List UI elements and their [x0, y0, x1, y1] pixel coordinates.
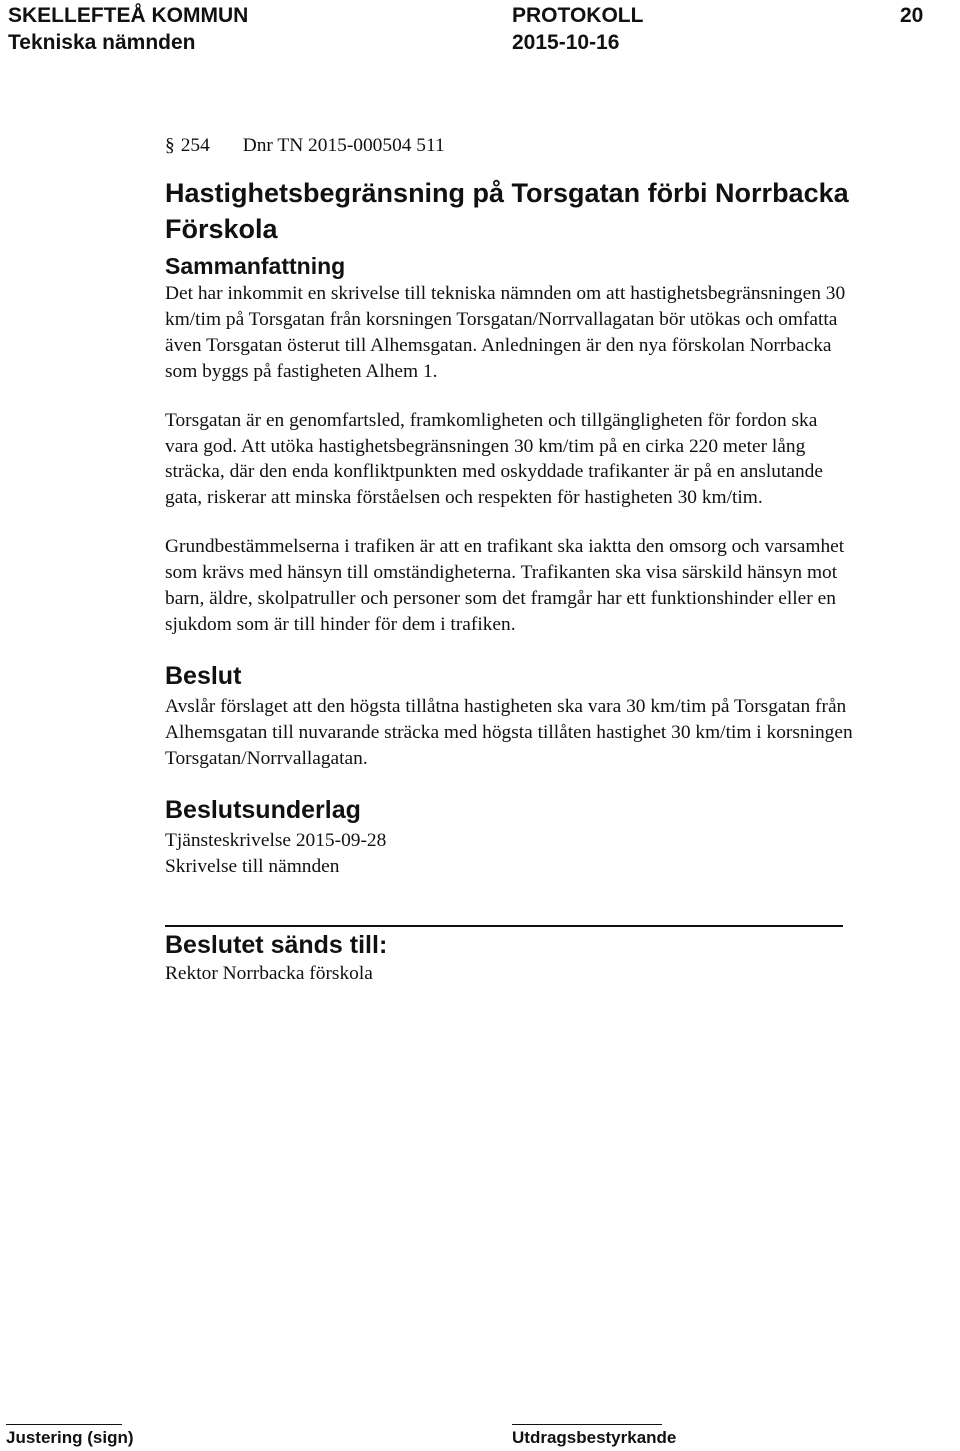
decision-heading: Beslut	[165, 661, 242, 690]
footer-utdragsbestyrkande: Utdragsbestyrkande	[512, 1428, 677, 1447]
sent-to-heading: Beslutet sänds till:	[165, 931, 388, 960]
page-number: 20	[900, 4, 924, 27]
summary-paragraph-3: Grundbestämmelserna i trafiken är att en trafikant ska iaktta den omsorg och varsamhet som krävs med hänsyn till omständigheterna. Trafikanten ska visa särskild hänsyn mot barn, äldre, skolpatruller och personer som det framgår har ett funktionshinder eller en sjukdom som är till hinder för dem i trafiken.	[165, 536, 845, 635]
recipient: Rektor Norrbacka förskola	[165, 963, 373, 985]
summary-paragraph-2: Torsgatan är en genomfartsled, framkomligheten och tillgängligheten för fordon ska vara god. Att utöka hastighetsbegränsningen 30 km/tim på en cirka 220 meter lång sträcka, där den enda konfliktpunkten med oskyddade trafikanter är på en anslutande gata, riskerar att minska förståelsen och respekten för hastigheten 30 km/tim.	[165, 409, 823, 509]
decision-text: Avslår förslaget att den högsta tillåtna hastigheten ska vara 30 km/tim på Torsgatan från Alhemsgatan till nuvarande sträcka med högsta tillåten hastighet 30 km/tim i korsningen Torsgatan/Norrvallagatan.	[165, 695, 853, 769]
footer-left-divider	[6, 1424, 122, 1425]
document-body	[165, 133, 855, 987]
case-dnr: Dnr TN 2015-000504 511	[242, 135, 445, 156]
footer-right-divider	[512, 1424, 662, 1425]
section-divider	[165, 925, 843, 927]
header-committee: Tekniska nämnden	[8, 31, 196, 54]
summary-heading: Sammanfattning	[165, 253, 346, 279]
basis-item: Skrivelse till nämnden	[165, 855, 340, 877]
header-org: SKELLEFTEÅ KOMMUN	[8, 4, 249, 27]
header-doc-type: PROTOKOLL	[512, 4, 644, 27]
page-title: Hastighetsbegränsning på Torsgatan förbi Norrbacka Förskola	[165, 178, 849, 244]
section-symbol: §	[165, 135, 175, 156]
basis-item: Tjänsteskrivelse 2015-09-28	[165, 829, 387, 851]
header-date: 2015-10-16	[512, 31, 620, 54]
footer-justering: Justering (sign)	[6, 1428, 134, 1447]
basis-heading: Beslutsunderlag	[165, 795, 361, 824]
summary-paragraph-1: Det har inkommit en skrivelse till tekniska nämnden om att hastighetsbegränsningen 30 km/tim på Torsgatan från korsningen Torsgatan/Norrvallagatan bör utökas och omfatta även Torsgatan österut till Alhemsgatan. Anledningen är den nya förskolan Norrbacka som byggs på fastigheten Alhem 1.	[165, 283, 846, 382]
case-reference	[165, 133, 855, 159]
case-number: 254	[180, 135, 210, 156]
